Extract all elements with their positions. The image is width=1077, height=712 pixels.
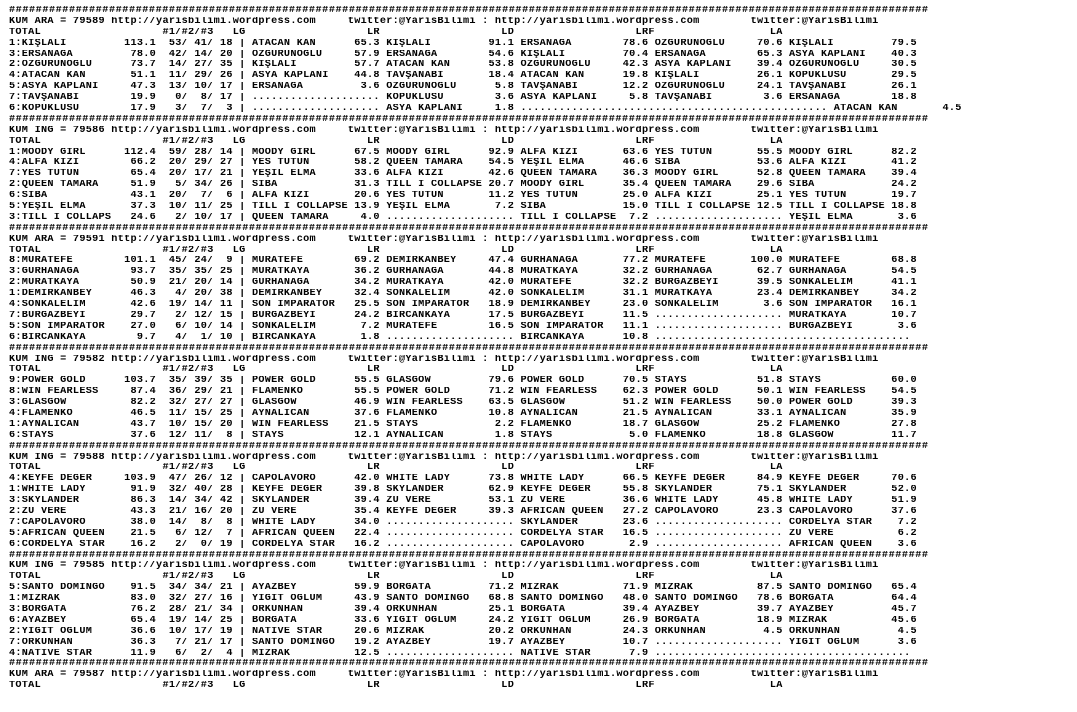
separator-line: ########################################################################################################################################## — [9, 223, 929, 234]
column-header: TOTAL #1/#2/#3 LG LR LD LRF LA — [9, 463, 783, 474]
separator-line: ########################################################################################################################################## — [9, 6, 929, 16]
column-header: TOTAL #1/#2/#3 LG LR LD LRF LA — [9, 136, 783, 147]
separator-line: ########################################################################################################################################## — [9, 550, 929, 561]
data-row: 3:ERSANAĞA 78.0 42/ 14/ 20 | ÖZGÜRÜNOĞLU 57.9 ERSANAĞA 54.6 KIŞLALI 70.4 ERSANAĞA 65.3 ASYA KAPLANI 40.3 — [9, 49, 917, 60]
data-row: 4:NATIVE STAR 11.9 6/ 2/ 4 | MIZRAK 12.5 .................... NATIVE STAR 7.9 ........................................ — [9, 648, 911, 659]
data-row: 2:ÖZGÜRÜNOĞLU 73.7 14/ 27/ 35 | KIŞLALI 57.7 ATACAN KAN 53.8 ÖZGÜRÜNOĞLU 42.3 ASYA KAPLANI 39.4 ÖZGÜRÜNOĞLU 30.5 — [9, 60, 917, 71]
column-header: TOTAL #1/#2/#3 LG LR LD LRF LA — [9, 245, 783, 256]
data-row: 9:POWER GOLD 103.7 35/ 39/ 35 | POWER GOLD 55.5 GLASGOW 79.6 POWER GOLD 70.5 STAYS 51.8 STAYS 60.0 — [9, 376, 917, 387]
data-row: 1:DEMIRKANBEY 46.3 4/ 20/ 38 | DEMIRKANBEY 32.4 SONKALELİM 42.0 SONKALELİM 31.1 MURATKAYA 23.4 DEMIRKANBEY 34.2 — [9, 289, 917, 300]
data-row: 5:AFRICAN QUEEN 21.5 6/ 12/ 7 | AFRICAN QUEEN 22.4 .................... CORDELYA STAR 16.5 .................... ZU VERE 6.2 — [9, 528, 917, 539]
data-row: 6:BIRCANKAYA 9.7 4/ 1/ 10 | BIRCANKAYA 1.8 .................... BIRCANKAYA 10.8 ........................................ — [9, 332, 911, 343]
data-row: 5:SANTO DOMINGO 91.5 34/ 34/ 21 | AYAZBEY 59.9 BORGATA 71.2 MIZRAK 71.9 MIZRAK 87.5 SANTO DOMINGO 65.4 — [9, 583, 917, 594]
data-row: 3:BORGATA 76.2 28/ 21/ 34 | ORKUNHAN 39.4 ORKUNHAN 25.1 BORGATA 39.4 AYAZBEY 39.7 AYAZBEY 45.7 — [9, 604, 917, 615]
separator-line: ########################################################################################################################################## — [9, 343, 929, 354]
data-row: 6:AYAZBEY 65.4 19/ 14/ 25 | BORGATA 33.6 YİĞİT OĞLUM 24.2 YİĞİT OĞLUM 26.9 BORGATA 18.9 MIZRAK 45.6 — [9, 615, 917, 626]
data-row: 4:FLAMENKO 46.5 11/ 15/ 25 | AYNALICAN 37.6 FLAMENKO 10.8 AYNALICAN 21.5 AYNALICAN 33.1 AYNALICAN 35.9 — [9, 408, 917, 419]
data-row: 4:ALFA KIZI 66.2 20/ 29/ 27 | YES TÜTÜN 58.2 QUEEN TAMARA 54.5 YEŞIL ELMA 46.6 SIBA 53.6 ALFA KIZI 41.2 — [9, 158, 917, 169]
data-row: 6:KÖPÜKLÜSU 17.9 3/ 7/ 3 | .................... ASYA KAPLANI 1.8 ................................................ ATACAN KAN 4.5 — [9, 104, 962, 115]
data-row: 4:KEYFE DEĞER 103.9 47/ 26/ 12 | CAPOLAVORO 42.0 WHITE LADY 73.8 WHITE LADY 66.5 KEYFE DEĞER 84.9 KEYFE DEĞER 70.6 — [9, 474, 917, 485]
data-row: 3:SKYLANDER 86.3 14/ 34/ 42 | SKYLANDER 39.4 ZU VERE 53.1 ZU VERE 36.6 WHITE LADY 45.8 WHITE LADY 51.9 — [9, 496, 917, 507]
data-row: 6:STAYS 37.6 12/ 11/ 8 | STAYS 12.1 AYNALICAN 1.8 STAYS 5.0 FLAMENKO 18.8 GLASGOW 11.7 — [9, 430, 917, 441]
race-header: KUM ARA = 79591 http://yarisbilimi.wordpress.com twitter:@YarisBilimi : http://yarisbilimi.wordpress.com twitter:@YarisBilimi — [9, 234, 879, 245]
data-row: 4:SONKALELİM 42.6 19/ 14/ 11 | SON İMPARATOR 25.5 SON İMPARATOR 18.9 DEMIRKANBEY 23.0 SONKALELİM 3.6 SON İMPARATOR 16.1 — [9, 300, 917, 311]
column-header: TOTAL #1/#2/#3 LG LR LD LRF LA — [9, 365, 783, 376]
data-row: 6:CORDELYA STAR 16.2 2/ 0/ 19 | CORDELYA STAR 16.2 .................... CAPOLAVORO 2.9 .................... AFRICAN QUEEN 3.6 — [9, 539, 917, 550]
column-header: TOTAL #1/#2/#3 LG LR LD LRF LA — [9, 681, 783, 692]
data-row: 1:WHITE LADY 91.9 32/ 40/ 28 | KEYFE DEĞER 39.8 SKYLANDER 62.9 KEYFE DEĞER 55.8 SKYLANDER 75.1 SKYLANDER 52.0 — [9, 485, 917, 496]
data-row: 7:BURGAZBEYİ 29.7 2/ 12/ 15 | BURGAZBEYİ 24.2 BIRCANKAYA 17.5 BURGAZBEYİ 11.5 .................... MURATKAYA 10.7 — [9, 310, 917, 321]
data-row: 3:GÜRHANAĞA 93.7 35/ 35/ 25 | MURATKAYA 36.2 GÜRHANAĞA 44.8 MURATKAYA 32.2 GÜRHANAĞA 62.7 GÜRHANAĞA 54.5 — [9, 267, 917, 278]
column-header: TOTAL #1/#2/#3 LG LR LD LRF LA — [9, 27, 783, 38]
data-row: 2:MURATKAYA 50.9 21/ 20/ 14 | GÜRHANAĞA 34.2 MURATKAYA 42.0 MURATEFE 32.2 BURGAZBEYİ 39.5 SONKALELİM 41.1 — [9, 278, 917, 289]
race-header: KUM ING = 79586 http://yarisbilimi.wordpress.com twitter:@YarisBilimi : http://yarisbilimi.wordpress.com twitter:@YarisBilimi — [9, 125, 879, 136]
data-row: 5:ASYA KAPLANI 47.3 13/ 10/ 17 | ERSANAĞA 3.6 ÖZGÜRÜNOĞLU 5.8 TAVŞANABİ 12.2 ÖZGÜRÜNOĞLU 24.1 TAVŞANABİ 26.1 — [9, 82, 917, 93]
race-header: KUM ING = 79588 http://yarisbilimi.wordpress.com twitter:@YarisBilimi : http://yarisbilimi.wordpress.com twitter:@YarisBilimi — [9, 452, 879, 463]
data-row: 2:QUEEN TAMARA 51.9 5/ 34/ 26 | SIBA 31.3 TILL I COLLAPSE 20.7 MOODY GIRL 35.4 QUEEN TAMARA 29.6 SIBA 24.2 — [9, 180, 917, 191]
data-row: 1:MIZRAK 83.0 32/ 27/ 16 | YİĞİT OĞLUM 43.9 SANTO DOMINGO 68.8 SANTO DOMINGO 48.0 SANTO DOMINGO 78.6 BORGATA 64.4 — [9, 594, 917, 605]
race-header: KUM ARA = 79589 http://yarisbilimi.wordpress.com twitter:@YarisBilimi : http://yarisbilimi.wordpress.com twitter:@YarisBilimi — [9, 16, 879, 27]
data-row: 8:WIN FEARLESS 87.4 36/ 29/ 21 | FLAMENKO 55.5 POWER GOLD 71.2 WIN FEARLESS 62.3 POWER GOLD 50.1 WIN FEARLESS 54.5 — [9, 387, 917, 398]
data-row: 1:KIŞLALI 113.1 53/ 41/ 18 | ATACAN KAN 65.3 KIŞLALI 91.1 ERSANAĞA 78.6 ÖZGÜRÜNOĞLU 70.6 KIŞLALI 79.5 — [9, 38, 917, 49]
data-row: 1:AYNALICAN 43.7 10/ 15/ 20 | WIN FEARLESS 21.5 STAYS 2.2 FLAMENKO 18.7 GLASGOW 25.2 FLAMENKO 27.8 — [9, 419, 917, 430]
separator-line: ########################################################################################################################################## — [9, 114, 929, 125]
column-header: TOTAL #1/#2/#3 LG LR LD LRF LA — [9, 572, 783, 583]
data-row: 2:ZU VERE 43.3 21/ 16/ 20 | ZU VERE 35.4 KEYFE DEĞER 39.3 AFRICAN QUEEN 27.2 CAPOLAVORO 23.3 CAPOLAVORO 37.6 — [9, 506, 917, 517]
data-row: 7:CAPOLAVORO 38.0 14/ 8/ 8 | WHITE LADY 34.0 .................... SKYLANDER 23.6 .................... CORDELYA STAR 7.2 — [9, 517, 917, 528]
race-header: KUM ING = 79585 http://yarisbilimi.wordpress.com twitter:@YarisBilimi : http://yarisbilimi.wordpress.com twitter:@YarisBilimi — [9, 561, 879, 572]
data-row: 8:MURATEFE 101.1 45/ 24/ 9 | MURATEFE 69.2 DEMIRKANBEY 47.4 GÜRHANAĞA 77.2 MURATEFE 100.0 MURATEFE 68.8 — [9, 256, 917, 267]
data-row: 5:SON İMPARATOR 27.0 6/ 10/ 14 | SONKALELİM 7.2 MURATEFE 16.5 SON İMPARATOR 11.1 .................... BURGAZBEYİ 3.6 — [9, 321, 917, 332]
separator-line: ########################################################################################################################################## — [9, 659, 929, 670]
data-row: 2:YİĞİT OĞLUM 36.6 10/ 17/ 19 | NATIVE STAR 20.6 MIZRAK 20.2 ORKUNHAN 24.3 ORKUNHAN 4.5 ORKUNHAN 4.5 — [9, 626, 917, 637]
data-row: 7:TAVŞANABİ 19.9 0/ 8/ 17 | .................... KÖPÜKLÜSU 3.6 ASYA KAPLANI 5.8 TAVŞANABİ 3.6 ERSANAĞA 18.8 — [9, 93, 917, 104]
data-row: 6:SIBA 43.1 20/ 7/ 6 | ALFA KIZI 20.6 YES TÜTÜN 11.2 YES TÜTÜN 25.0 ALFA KIZI 25.1 YES TÜTÜN 19.7 — [9, 191, 917, 202]
race-header: KUM ING = 79582 http://yarisbilimi.wordpress.com twitter:@YarisBilimi : http://yarisbilimi.wordpress.com twitter:@YarisBilimi — [9, 354, 879, 365]
data-row: 7:ORKUNHAN 36.3 7/ 21/ 17 | SANTO DOMINGO 19.2 AYAZBEY 19.7 AYAZBEY 10.7 .................... YİĞİT OĞLUM 3.6 — [9, 637, 917, 648]
separator-line: ########################################################################################################################################## — [9, 441, 929, 452]
data-row: 3:GLASGOW 82.2 32/ 27/ 27 | GLASGOW 46.9 WIN FEARLESS 63.5 GLASGOW 51.2 WIN FEARLESS 50.0 POWER GOLD 39.3 — [9, 398, 917, 409]
data-row: 3:TILL I COLLAPS 24.6 2/ 10/ 17 | QUEEN TAMARA 4.0 .................... TILL I COLLAPSE 7.2 .................... YEŞIL ELMA 3.6 — [9, 212, 917, 223]
data-row: 7:YES TÜTÜN 65.4 20/ 17/ 21 | YEŞIL ELMA 33.6 ALFA KIZI 42.6 QUEEN TAMARA 36.3 MOODY GIRL 52.8 QUEEN TAMARA 39.4 — [9, 169, 917, 180]
data-row: 4:ATACAN KAN 51.1 11/ 29/ 26 | ASYA KAPLANI 44.8 TAVŞANABİ 18.4 ATACAN KAN 19.8 KIŞLALI 26.1 KÖPÜKLÜSU 29.5 — [9, 71, 917, 82]
data-row: 1:MOODY GIRL 112.4 59/ 28/ 14 | MOODY GIRL 67.5 MOODY GIRL 92.9 ALFA KIZI 63.6 YES TÜTÜN 55.5 MOODY GIRL 82.2 — [9, 147, 917, 158]
race-header: KUM ARA = 79587 http://yarisbilimi.wordpress.com twitter:@YarisBilimi : http://yarisbilimi.wordpress.com twitter:@YarisBilimi — [9, 670, 879, 681]
data-row: 5:YEŞIL ELMA 37.3 10/ 11/ 25 | TILL I COLLAPSE 13.9 YEŞIL ELMA 7.2 SIBA 15.0 TILL I COLLAPSE 12.5 TILL I COLLAPSE 18.8 — [9, 202, 917, 213]
